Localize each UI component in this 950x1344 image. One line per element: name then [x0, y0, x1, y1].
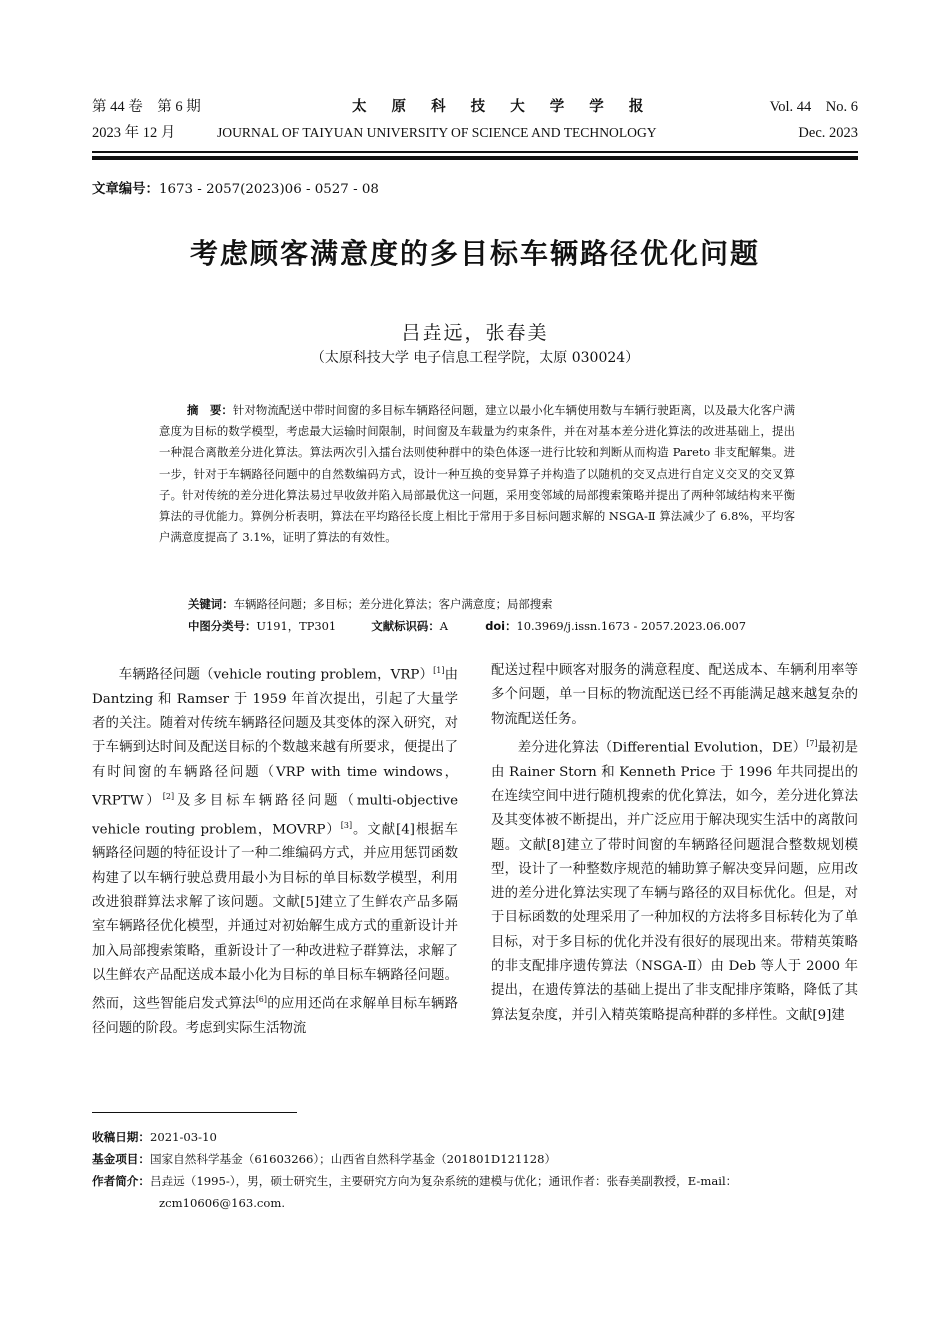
footnote-value: 吕垚远（1995-），男，硕士研究生，主要研究方向为复杂系统的建模与优化；通讯作者：张春美副教授，E-mail：zcm10606@163.com.: [149, 1174, 738, 1210]
doc-code-value: A: [439, 619, 448, 633]
text-run: 及多目标车辆路径问题（multi-objective vehicle routing problem，MOVRP）: [92, 793, 458, 838]
abstract: [159, 400, 795, 548]
footnote-rule: [92, 1112, 297, 1113]
article-number-label: 文章编号：: [92, 182, 159, 197]
paper-title: 考虑顾客满意度的多目标车辆路径优化问题: [189, 237, 760, 270]
keywords-label: 关键词：: [188, 597, 234, 611]
paper-authors: 吕垚远，张春美: [401, 322, 549, 344]
clc-label: 中图分类号：: [188, 619, 257, 633]
doi-value: 10.3969/j.issn.1673 - 2057.2023.06.007: [516, 619, 747, 633]
citation-ref: [3]: [340, 820, 353, 830]
paragraph: [491, 732, 858, 1028]
header-volume-cn: 第 44 卷 第 6 期: [92, 99, 201, 115]
body-column-left: [92, 659, 458, 1111]
header-volume-en: Vol. 44 No. 6: [769, 99, 858, 115]
citation-ref: [6]: [255, 995, 268, 1005]
article-number: [92, 178, 379, 197]
header-rule-thin: [92, 151, 858, 153]
paragraph: [92, 659, 458, 1041]
footnote-label: 作者简介：: [92, 1174, 150, 1188]
text-run: 差分进化算法（Differential Evolution，DE）: [517, 740, 807, 756]
header-journal-cn: 太 原 科 技 大 学 学 报: [352, 99, 654, 115]
footnote-value: 国家自然科学基金（61603266）；山西省自然科学基金（201801D121128）: [149, 1152, 557, 1166]
header-rule-thick: [92, 156, 858, 160]
footnotes: [92, 1126, 862, 1214]
text-run: 的应用还尚在求解单目标车辆路径问题的阶段。考虑到实际生活物流: [92, 996, 458, 1037]
clc-value: U191，TP301: [256, 619, 337, 633]
keywords-value: 车辆路径问题；多目标；差分进化算法；客户满意度；局部搜索: [233, 597, 553, 611]
footnote-value: 2021-03-10: [149, 1130, 217, 1144]
header-date-en: Dec. 2023: [798, 125, 858, 141]
citation-ref: [2]: [162, 791, 175, 801]
doc-code-label: 文献标识码：: [371, 619, 440, 633]
text-run: 最初是由 Rainer Storn 和 Kenneth Price 于 1996 年共同提出的在连续空间中进行随机搜索的优化算法，如今，差分进化算法及其变体被不断提出，并广泛应用于解决现实生活中的离散问题。文献[8]建立了带时间窗的车辆路径问题混合整数规划模型，设计了一种整数序规范的辅助算子解决变异问题，应用改进的差分进化算法实现了车辆与路径的双目标优化。但是，对于目标函数的处理采用了一种加权的方法将多目标转化为了单目标，对于多目标的优化并没有很好的展现出来。带精英策略的非支配排序遗传算法（NSGA-Ⅱ）由 Deb 等人于 2000 年提出，在遗传算法的基础上提出了非支配排序策略，降低了其算法复杂度，并引入精英策略提高种群的多样性。文献[9]建: [491, 740, 858, 1023]
footnote-received: [92, 1126, 862, 1148]
abstract-text: 针对物流配送中带时间窗的多目标车辆路径问题，建立以最小化车辆使用数与车辆行驶距离，以及最大化客户满意度为目标的数学模型，考虑最大运输时间限制，时间窗及车载量为约束条件，并在对基本差分进化算法的改进基础上，提出一种混合离散差分进化算法。算法两次引入擂台法则使种群中的染色体逐一进行比较和判断从而构造 Pareto 非支配解集。进一步，针对于车辆路径问题中的自然数编码方式，设计一种互换的变异算子并构造了以随机的交叉点进行自定义交叉的交叉算子。针对传统的差分进化算法易过早收敛并陷入局部最优这一问题，采用变邻域的局部搜索策略并提出了两种邻域结构来平衡算法的寻优能力。算例分析表明，算法在平均路径长度上相比于常用于多目标问题求解的 NSGA-Ⅱ 算法减少了 6.8%，平均客户满意度提高了 3.1%，证明了算法的有效性。: [159, 403, 795, 545]
footnote-label: 基金项目：: [92, 1152, 150, 1166]
article-number-value: 1673 - 2057(2023)06 - 0527 - 08: [158, 182, 379, 197]
paragraph: 配送过程中顾客对服务的满意程度、配送成本、车辆利用率等多个问题，单一目标的物流配送已经不再能满足越来越复杂的物流配送任务。: [491, 663, 858, 727]
citation-ref: [7]: [806, 738, 818, 748]
text-run: 。文献[4]根据车辆路径问题的特征设计了一种二维编码方式，并应用惩罚函数构建了以车辆行驶总费用最小为目标的单目标数学模型，利用改进狼群算法求解了该问题。文献[5]建立了生鲜农产品多隔室车辆路径优化模型，并通过对初始解生成方式的重新设计并加入局部搜索策略，重新设计了一种改进粒子群算法，求解了以生鲜农产品配送成本最小化为目标的单目标车辆路径问题。然而，这些智能启发式算法: [92, 822, 458, 1012]
text-run: 车辆路径问题（vehicle routing problem，VRP）: [118, 667, 434, 683]
header-date-cn: 2023 年 12 月: [92, 125, 176, 141]
body-column-right: [491, 659, 858, 1111]
keywords: [188, 595, 798, 613]
footnote-label: 收稿日期：: [92, 1130, 150, 1144]
classification-line: [188, 617, 808, 635]
abstract-label: 摘 要：: [187, 403, 233, 417]
citation-ref: [1]: [433, 666, 445, 675]
text-run: 由 Dantzing 和 Ramser 于 1959 年首次提出，引起了大量学者的关注。随着对传统车辆路径问题及其变体的深入研究，对于车辆到达时间及配送目标的个数越来越有所要求，便提出了有时间窗的车辆路径问题（VRP with time windows，VRPTW）: [92, 667, 458, 809]
footnote-author: [92, 1170, 862, 1214]
header-journal-en: JOURNAL OF TAIYUAN UNIVERSITY OF SCIENCE AND TECHNOLOGY: [217, 125, 657, 140]
paper-affiliation: （太原科技大学 电子信息工程学院，太原 030024）: [310, 350, 640, 366]
footnote-fund: [92, 1148, 862, 1170]
doi-label: doi：: [485, 619, 517, 633]
